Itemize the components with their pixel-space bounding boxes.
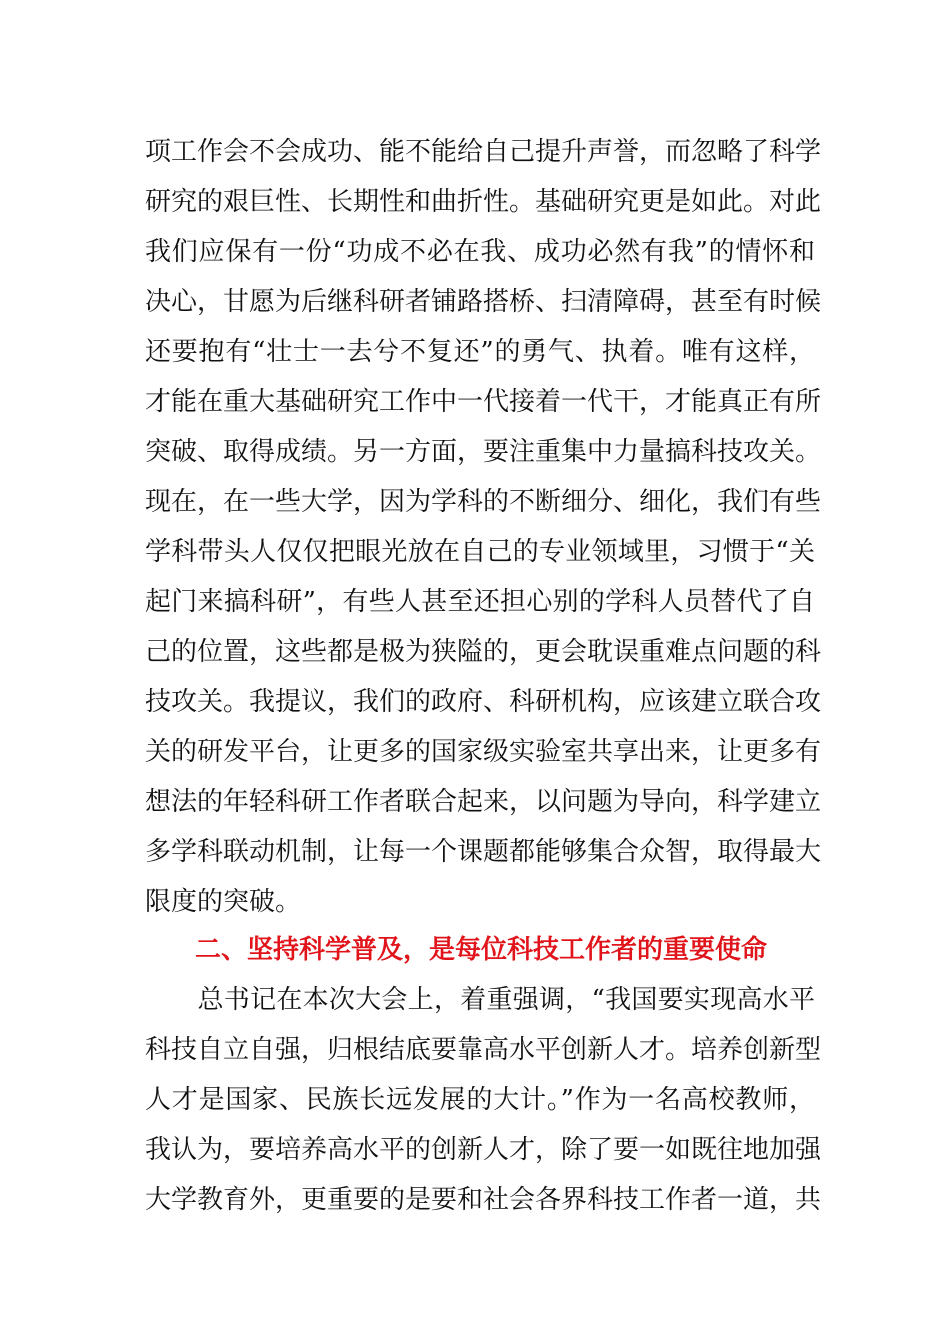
text-line: 总书记在本次大会上，着重强调，“我国要实现高水平 [145, 985, 815, 1015]
text-line: 我们应保有一份“功成不必在我、成功必然有我”的情怀和 [145, 237, 815, 267]
text-line: 起门来搞科研”，有些人甚至还担心别的学科人员替代了自 [145, 587, 815, 617]
text-line: 己的位置，这些都是极为狭隘的，更会耽误重难点问题的科 [145, 637, 822, 667]
text-line: 学科带头人仅仅把眼光放在自己的专业领域里，习惯于“关 [145, 537, 815, 567]
text-line: 关的研发平台，让更多的国家级实验室共享出来，让更多有 [145, 737, 822, 767]
text-line: 决心，甘愿为后继科研者铺路搭桥、扫清障碍，甚至有时候 [145, 287, 822, 317]
text-line: 多学科联动机制，让每一个课题都能够集合众智，取得最大 [145, 837, 822, 867]
text-line: 技攻关。我提议，我们的政府、科研机构，应该建立联合攻 [145, 687, 822, 717]
body-paragraph-2 [145, 975, 822, 1225]
text-line: 项工作会不会成功、能不能给自己提升声誉，而忽略了科学 [145, 137, 822, 167]
body-paragraph-1 [145, 127, 822, 927]
text-line: 限度的突破。 [145, 887, 302, 917]
text-line: 科技自立自强，归根结底要靠高水平创新人才。培养创新型 [145, 1035, 822, 1065]
text-line: 想法的年轻科研工作者联合起来，以问题为导向，科学建立 [145, 787, 822, 817]
text-line: 还要抱有“壮士一去兮不复还”的勇气、执着。唯有这样， [145, 337, 815, 367]
text-line: 我认为，要培养高水平的创新人才，除了要一如既往地加强 [145, 1135, 822, 1165]
text-line: 才能在重大基础研究工作中一代接着一代干，才能真正有所 [145, 387, 822, 417]
text-line: 突破、取得成绩。另一方面，要注重集中力量搞科技攻关。 [145, 437, 822, 467]
text-line: 研究的艰巨性、长期性和曲折性。基础研究更是如此。对此 [145, 187, 822, 217]
text-line: 人才是国家、民族长远发展的大计。”作为一名高校教师， [145, 1085, 815, 1115]
section-heading: 二、坚持科学普及，是每位科技工作者的重要使命 [195, 935, 768, 965]
text-line: 大学教育外，更重要的是要和社会各界科技工作者一道，共 [145, 1185, 822, 1215]
text-line: 现在，在一些大学，因为学科的不断细分、细化，我们有些 [145, 487, 822, 517]
